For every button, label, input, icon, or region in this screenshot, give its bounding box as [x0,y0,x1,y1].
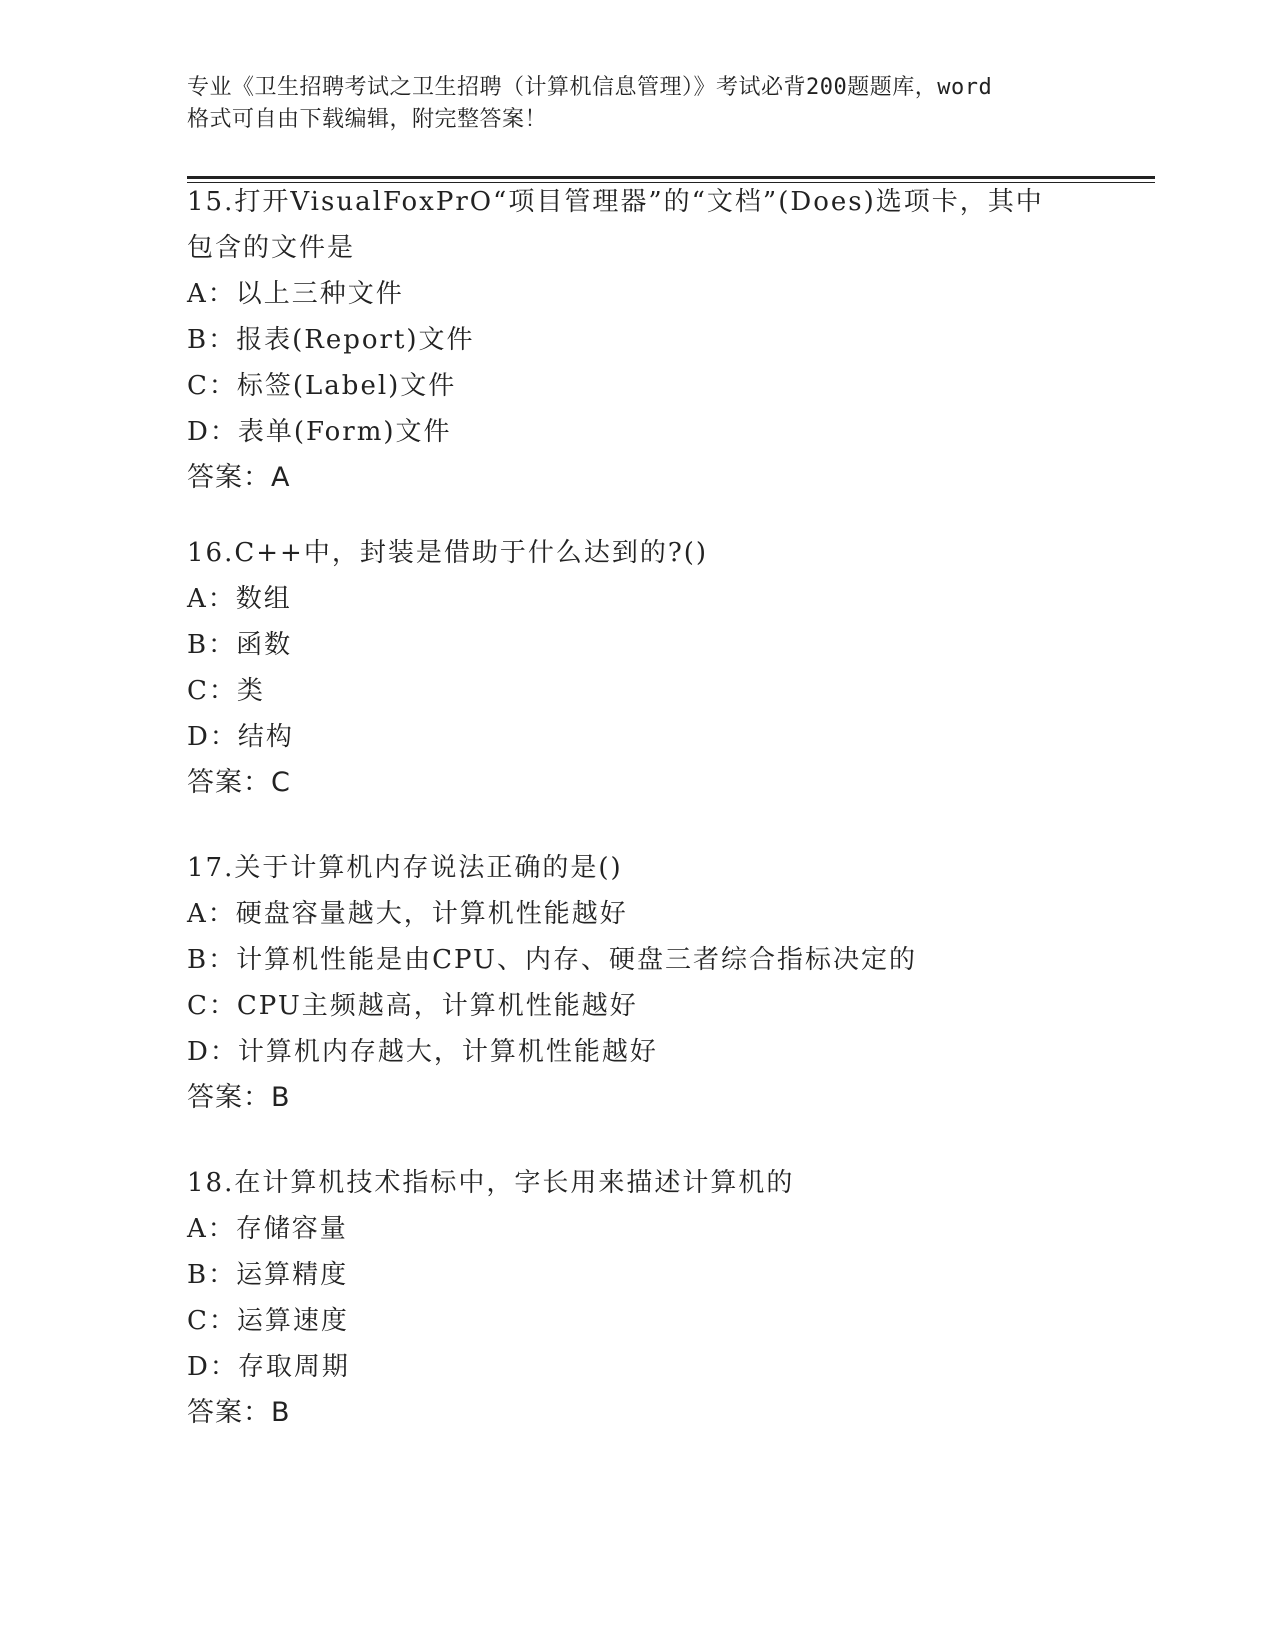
option-a: A：硬盘容量越大，计算机性能越好 [187,899,628,929]
option-b: B：函数 [187,630,293,660]
question-stem: 18.在计算机技术指标中，字长用来描述计算机的 [187,1168,795,1198]
option-b: B：计算机性能是由CPU、内存、硬盘三者综合指标决定的 [187,945,917,975]
option-c: C：CPU主频越高，计算机性能越好 [187,991,638,1021]
header-line-2: 格式可自由下载编辑，附完整答案！ [187,107,548,132]
question-17 [187,845,1107,1121]
header-line-1: 专业《卫生招聘考试之卫生招聘（计算机信息管理）》考试必背200题题库，word [187,75,993,100]
option-d: D：结构 [187,722,294,752]
option-b: B：运算精度 [187,1260,349,1290]
answer: 答案：B [187,1082,291,1113]
option-b: B：报表(Report)文件 [187,325,475,355]
option-c: C：运算速度 [187,1306,349,1336]
option-d: D：计算机内存越大，计算机性能越好 [187,1037,658,1067]
question-stem: 15.打开VisualFoxPrO“项目管理器”的“文档”(Does)选项卡，其中 [187,187,1044,217]
question-15 [187,179,1107,501]
answer: 答案：C [187,767,291,798]
option-a: A：存储容量 [187,1214,348,1244]
question-16 [187,530,1107,806]
option-c: C：标签(Label)文件 [187,371,457,401]
answer: 答案：B [187,1397,291,1428]
question-18 [187,1160,1107,1436]
answer: 答案：A [187,462,291,493]
document-header [187,72,1087,136]
option-d: D：表单(Form)文件 [187,417,452,447]
option-c: C：类 [187,676,265,706]
option-a: A：数组 [187,584,292,614]
question-stem-continued: 包含的文件是 [187,233,356,263]
question-stem: 16.C++中，封装是借助于什么达到的?() [187,538,709,568]
option-d: D：存取周期 [187,1352,350,1382]
option-a: A：以上三种文件 [187,279,404,309]
question-stem: 17.关于计算机内存说法正确的是() [187,853,623,883]
